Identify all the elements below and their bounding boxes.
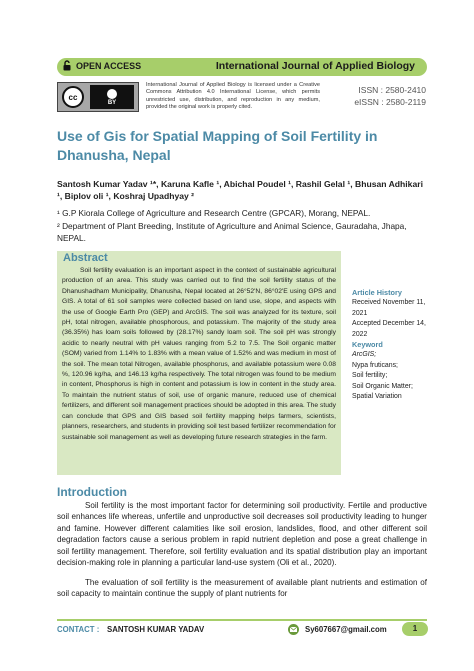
introduction-paragraph-2: The evaluation of soil fertility is the measurement of available plant nutrients and estimation of soil capacity to maintain continue the supply of plant nutrients for [57, 578, 427, 599]
cc-by-logo[interactable] [57, 82, 139, 112]
history-heading: Article History [352, 288, 402, 297]
keyword-item: Soil fertility; [352, 372, 388, 380]
article-history [352, 288, 430, 340]
article-title: Use of Gis for Spatial Mapping of Soil Fertility in Dhanusha, Nepal [57, 128, 378, 163]
by-icon: BY [90, 85, 134, 109]
keyword-heading: Keyword [352, 340, 383, 349]
issn: ISSN : 2580-2410 [358, 85, 426, 95]
eissn: eISSN : 2580-2119 [354, 97, 426, 107]
person-icon [107, 89, 117, 99]
email-icon [288, 624, 299, 635]
keyword-item: Nypa fruticans; [352, 361, 398, 369]
keyword-item: ArcGIS; [352, 351, 377, 359]
cc-icon: cc [62, 86, 84, 108]
contact-label: CONTACT : [57, 625, 100, 634]
contact-name: SANTOSH KUMAR YADAV [107, 625, 205, 634]
abstract-text: Soil fertility evaluation is an important aspect in the context of sustainable agricultural production of an area. This study was carried out to find the soil fertility status of the Dhanushadham Municipality, Dhanusha, Nepal located at 26°52'N, 86°02'E using GPS and GIS. A total of 61 soil samples were collected based on land use, slope, and aspects with the use of Google Earth Pro (GEP) and ArcGIS. The soil was analyzed for its texture, soil pH, total nitrogen, available phosphorous, and potassium. The majority of the study area (36.35%) has loam soils followed by (28.17%) sandy loam soil. The soil pH was strongly acidic to nearly neutral with pH values ranging from 5.2 to 7.5. The Soil organic matter (SOM) varied from 1.14% to 1.83% with a mean value of 1.52% and was medium in most of the soil. The mean total Nitrogen, available phosphorus, and available potassium were 0.08 %, 120.96 kg/ha, and 146.13 kg/ha respectively. The total nitrogen was found to be medium in content, Phosphorus is high in content and potassium is low in content in the study area. To maintain the nutrient status of soil, use of organic manure, reduced use of chemical fertilizers, and different soil management practices should be adopted in this area. The study can conclude that GPS and GIS based soil fertility mapping helps farmers, scientists, planners, researchers, and students in providing soil test based fertilizer recommendation for sustainable soil management as well as developing future research strategies in the farm. [62, 267, 336, 441]
keywords-section [352, 340, 430, 402]
issn-block [346, 84, 426, 108]
page-number: 1 [402, 622, 428, 636]
introduction-heading: Introduction [57, 485, 127, 499]
journal-banner [57, 58, 427, 76]
accepted-date: Accepted December 14, 2022 [352, 320, 426, 338]
author-list: Santosh Kumar Yadav ¹*, Karuna Kafle ¹, Abichal Poudel ¹, Rashil Gelal ¹, Bhusan Adhikari ¹, Biplov oli ¹, Koshraj Upadhyay ² [57, 179, 423, 201]
received-date: Received November 11, 2021 [352, 299, 426, 317]
keyword-item: Soil Organic Matter; [352, 382, 413, 390]
introduction-paragraph-1: Soil fertility is the most important factor for determining soil productivity. Fertile and productive soil enhances life whereas, unfertile and unproductive soil decreases soil productivity leading to hunger and famine. However different calamities like soil erosion, landslides, flood, and other different soil degradation factors cause a serious problem in rapid nutrient depletion and pose a great challenge in soil fertility management. Therefore, soil fertility evaluation and its spatial distribution play an important decision-making role in planning a particular land-use system (Oli et al., 2020). [57, 501, 427, 568]
abstract-section [57, 251, 341, 475]
journal-name: International Journal of Applied Biology [215, 60, 415, 72]
affiliation-1: ¹ G.P Kiorala College of Agriculture and Research Centre (GPCAR), Morang, NEPAL. [57, 208, 371, 218]
keyword-item: Spatial Variation [352, 393, 402, 401]
abstract-heading: Abstract [63, 252, 108, 264]
open-access-label: OPEN ACCESS [63, 60, 141, 71]
lock-open-icon [63, 60, 71, 71]
footer-divider [57, 619, 427, 621]
contact-email[interactable]: Sy607667@gmail.com [305, 625, 387, 634]
affiliation-2: ² Department of Plant Breeding, Institute of Agriculture and Animal Science, Gauradaha, Jhapa, NEPAL. [57, 221, 407, 243]
license-text: International Journal of Applied Biology is licensed under a Creative Commons Attribution 4.0 International License, which permits unrestricted use, distribution, and reproduction in any medium, provided the original work is properly cited. [146, 82, 320, 111]
